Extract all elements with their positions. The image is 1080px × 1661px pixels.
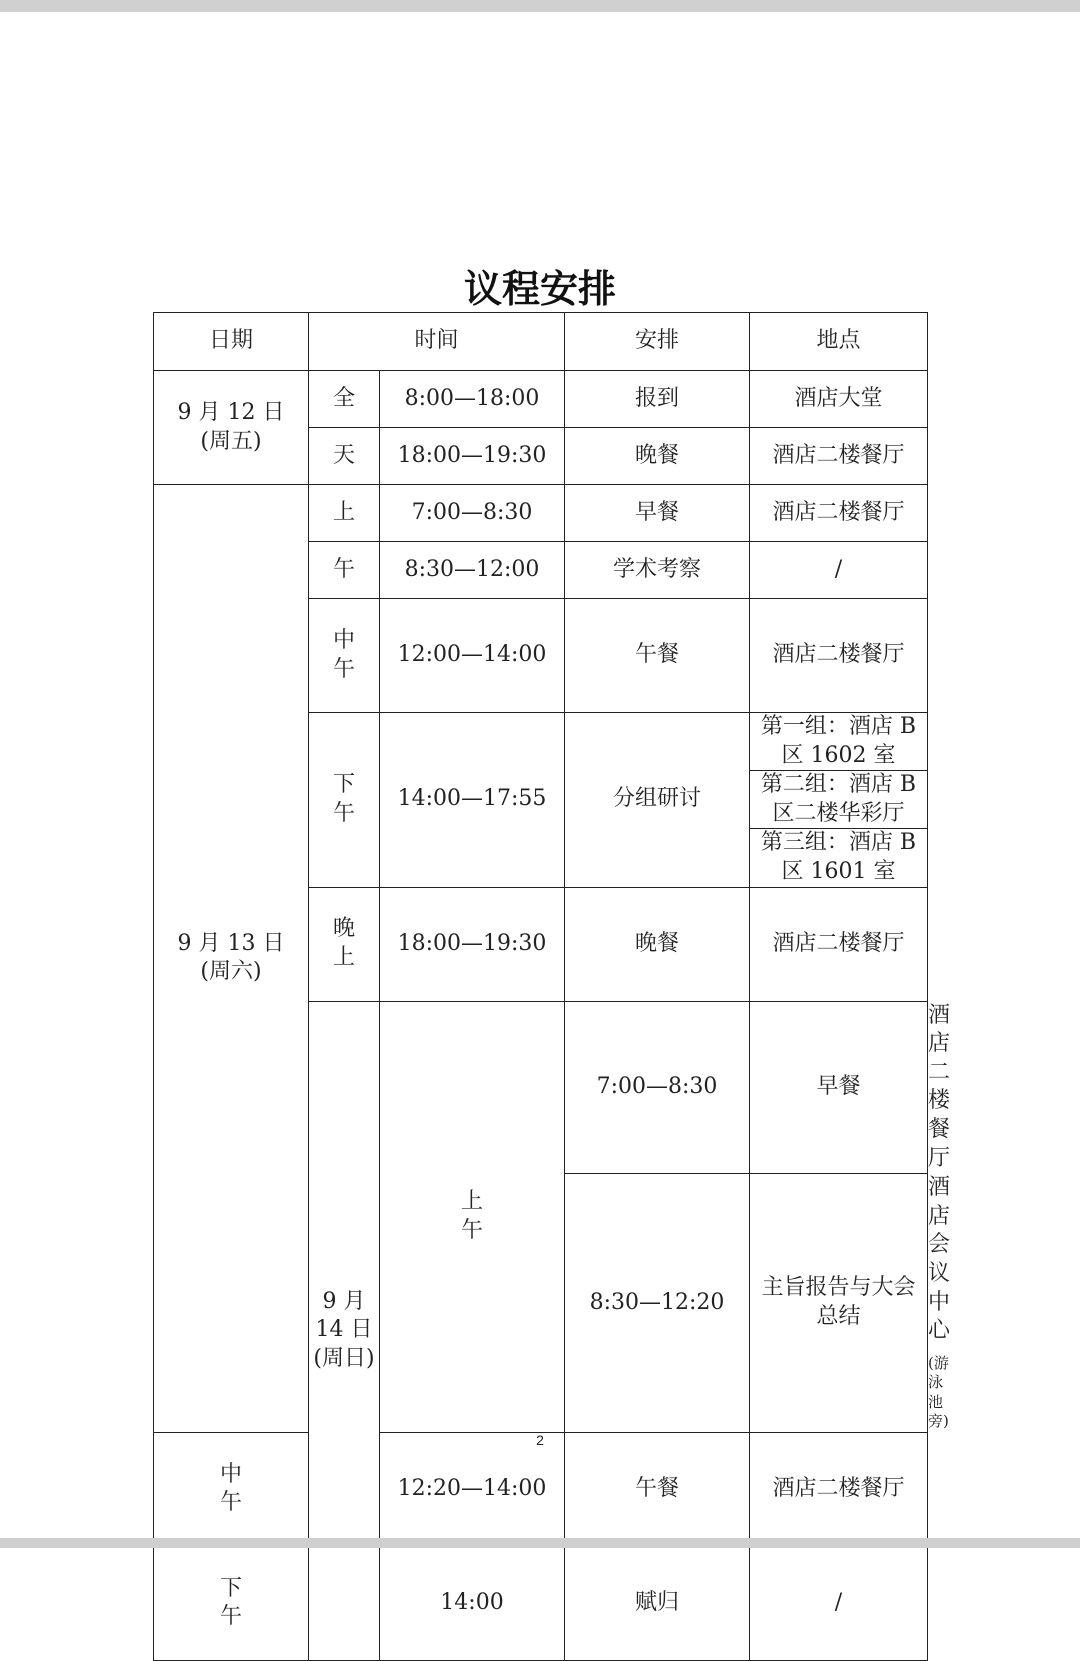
day2-activity-lunch: 午餐 [565, 599, 750, 713]
header-activity: 安排 [565, 313, 750, 371]
day2-group1-location [750, 713, 928, 771]
group2-line2: 区二楼华彩厅 [772, 800, 905, 826]
day1-location-2: 酒店二楼餐厅 [750, 428, 928, 485]
group3-line1: 第三组：酒店 B [760, 830, 917, 856]
day2-noon-p1: 中 [332, 627, 355, 653]
day3-noon-p2: 午 [219, 1490, 242, 1516]
day3-location-departure: / [750, 1546, 928, 1660]
header-date: 日期 [154, 313, 309, 371]
day2-afternoon-p1: 下 [332, 772, 355, 798]
day3-afternoon-p2: 午 [219, 1604, 242, 1630]
day3-activity-lunch: 午餐 [565, 1432, 750, 1546]
table-row: 9 月 14 日 (周日) 上 午 7:00—8:30 早餐 酒店二楼餐厅 [154, 1001, 928, 1174]
day3-time-lunch: 12:20—14:00 [380, 1432, 565, 1546]
day2-location-breakfast: 酒店二楼餐厅 [750, 485, 928, 542]
group1-line2: 区 1602 室 [781, 742, 896, 768]
day1-date: 9 月 12 日 [177, 399, 285, 425]
table-row [154, 1432, 928, 1546]
day2-location-dinner: 酒店二楼餐厅 [750, 887, 928, 1001]
agenda-table [153, 312, 951, 1661]
day2-location-visit: / [750, 542, 928, 599]
day2-group3-location [750, 829, 928, 887]
day2-activity-dinner: 晚餐 [565, 887, 750, 1001]
day2-time-dinner: 18:00—19:30 [380, 887, 565, 1001]
day2-evening-p2: 上 [332, 945, 355, 971]
day2-noon-p2: 午 [332, 656, 355, 682]
day2-location-lunch: 酒店二楼餐厅 [750, 599, 928, 713]
day2-morning-p1: 上 [309, 485, 380, 542]
group3-line2: 区 1601 室 [781, 858, 896, 884]
day3-time-keynote: 8:30—12:20 [565, 1174, 750, 1433]
day2-evening-period [309, 887, 380, 1001]
day2-time-seminar: 14:00—17:55 [380, 713, 565, 888]
keynote-line2: 总结 [816, 1303, 861, 1329]
day3-date-cell [309, 1001, 380, 1660]
day2-time-breakfast: 7:00—8:30 [380, 485, 565, 542]
day3-activity-departure: 赋归 [565, 1546, 750, 1660]
header-location: 地点 [750, 313, 928, 371]
day3-afternoon-p1: 下 [219, 1575, 242, 1601]
day3-time-departure: 14:00 [380, 1546, 565, 1660]
day3-noon-p1: 中 [219, 1461, 242, 1487]
day3-time-breakfast: 7:00—8:30 [565, 1001, 750, 1174]
day3-morning-period [380, 1001, 565, 1432]
table-row: 8:30—12:20 主旨报告与大会 总结 酒店会议中心 (游泳池旁) [154, 1174, 928, 1433]
page-number: 2 [536, 1432, 544, 1448]
day3-morning-p1: 上 [461, 1189, 484, 1215]
top-border-bar [0, 0, 1080, 12]
day2-date-cell [154, 485, 309, 1433]
day2-activity-seminar: 分组研讨 [565, 713, 750, 888]
day2-evening-p1: 晚 [332, 916, 355, 942]
table-row [154, 371, 928, 428]
day1-date-cell [154, 371, 309, 485]
day1-period-top: 全 [309, 371, 380, 428]
day3-morning-p2: 午 [461, 1217, 484, 1243]
table-row [154, 1546, 928, 1660]
day3-date: 9 月 14 日 [315, 1288, 373, 1343]
day3-weekday: (周日) [313, 1345, 375, 1371]
group1-line1: 第一组：酒店 B [760, 714, 917, 739]
day2-noon-period [309, 599, 380, 713]
day2-afternoon-period [309, 713, 380, 888]
day2-time-lunch: 12:00—14:00 [380, 599, 565, 713]
day3-location-lunch: 酒店二楼餐厅 [750, 1432, 928, 1546]
keynote-line1: 主旨报告与大会 [761, 1275, 916, 1301]
day2-afternoon-p2: 午 [332, 800, 355, 826]
day2-time-visit: 8:30—12:00 [380, 542, 565, 599]
day2-weekday: (周六) [200, 959, 262, 985]
day2-group2-location [750, 771, 928, 829]
page-title: 议程安排 [463, 267, 616, 311]
day2-date: 9 月 13 日 [177, 930, 285, 956]
day2-morning-p2: 午 [309, 542, 380, 599]
day3-noon-period [154, 1432, 309, 1546]
day1-activity-1: 报到 [565, 371, 750, 428]
day1-time-2: 18:00—19:30 [380, 428, 565, 485]
day1-period-bottom: 天 [309, 428, 380, 485]
table-header-row [154, 313, 928, 371]
day1-weekday: (周五) [200, 428, 262, 454]
table-row [154, 485, 928, 542]
day3-afternoon-period [154, 1546, 309, 1660]
day3-activity-keynote [750, 1174, 928, 1433]
day1-location-1: 酒店大堂 [750, 371, 928, 428]
day2-activity-breakfast: 早餐 [565, 485, 750, 542]
header-time: 时间 [309, 313, 565, 371]
day3-activity-breakfast: 早餐 [750, 1001, 928, 1174]
day2-activity-visit: 学术考察 [565, 542, 750, 599]
group2-line1: 第二组：酒店 B [760, 772, 917, 798]
day1-time-1: 8:00—18:00 [380, 371, 565, 428]
day1-activity-2: 晚餐 [565, 428, 750, 485]
bottom-border-bar [0, 1538, 1080, 1548]
